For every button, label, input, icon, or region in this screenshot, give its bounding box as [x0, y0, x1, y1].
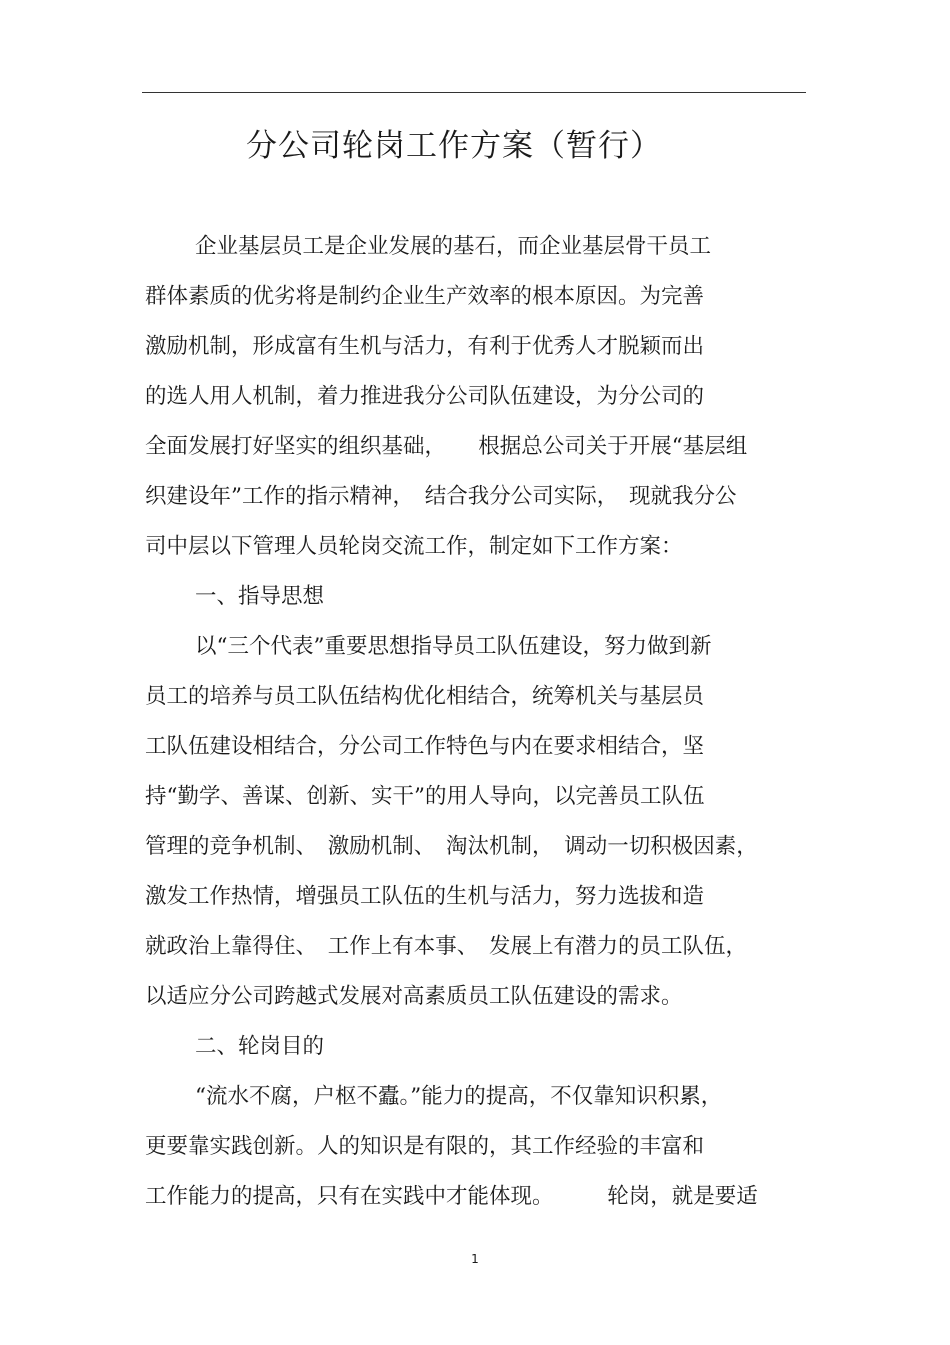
- paragraph-line: 企业基层员工是企业发展的基石，而企业基层骨干员工: [195, 234, 712, 259]
- paragraph-line: 司中层以下管理人员轮岗交流工作，制定如下工作方案：: [145, 534, 683, 559]
- paragraph-line: 以适应分公司跨越式发展对高素质员工队伍建设的需求。: [145, 984, 683, 1009]
- paragraph-line: 工作能力的提高，只有在实践中才能体现。 轮岗，就是要适: [145, 1184, 758, 1209]
- paragraph-line: 的选人用人机制，着力推进我分公司队伍建设，为分公司的: [145, 384, 705, 409]
- paragraph-line: 员工的培养与员工队伍结构优化相结合，统筹机关与基层员: [145, 684, 705, 709]
- paragraph-line: 激励机制，形成富有生机与活力，有利于优秀人才脱颖而出: [145, 334, 705, 359]
- document-body: [145, 222, 800, 1222]
- paragraph-line: 织建设年”工作的指示精神， 结合我分公司实际， 现就我分公: [145, 484, 737, 509]
- paragraph-line: 持“勤学、善谋、创新、实干”的用人导向，以完善员工队伍: [145, 784, 705, 809]
- paragraph-line: 更要靠实践创新。人的知识是有限的，其工作经验的丰富和: [145, 1134, 705, 1159]
- paragraph-line: 管理的竞争机制、 激励机制、 淘汰机制， 调动一切积极因素，: [145, 834, 758, 859]
- document-title: 分公司轮岗工作方案（暂行）: [246, 128, 662, 164]
- paragraph-line: “流水不腐，户枢不蠹。”能力的提高，不仅靠知识积累，: [195, 1084, 723, 1109]
- paragraph-line: 工队伍建设相结合，分公司工作特色与内在要求相结合，坚: [145, 734, 705, 759]
- header-rule: [142, 92, 806, 93]
- paragraph-line: 群体素质的优劣将是制约企业生产效率的根本原因。为完善: [145, 284, 705, 309]
- section-heading: 一、指导思想: [195, 584, 325, 609]
- paragraph-line: 以“三个代表”重要思想指导员工队伍建设，努力做到新: [195, 634, 712, 659]
- paragraph-line: 激发工作热情，增强员工队伍的生机与活力，努力选拔和造: [145, 884, 705, 909]
- paragraph-line: 全面发展打好坚实的组织基础， 根据总公司关于开展“基层组: [145, 434, 748, 459]
- section-heading: 二、轮岗目的: [195, 1034, 325, 1059]
- page-number: 1: [471, 1252, 479, 1266]
- paragraph-line: 就政治上靠得住、 工作上有本事、 发展上有潜力的员工队伍，: [145, 934, 748, 959]
